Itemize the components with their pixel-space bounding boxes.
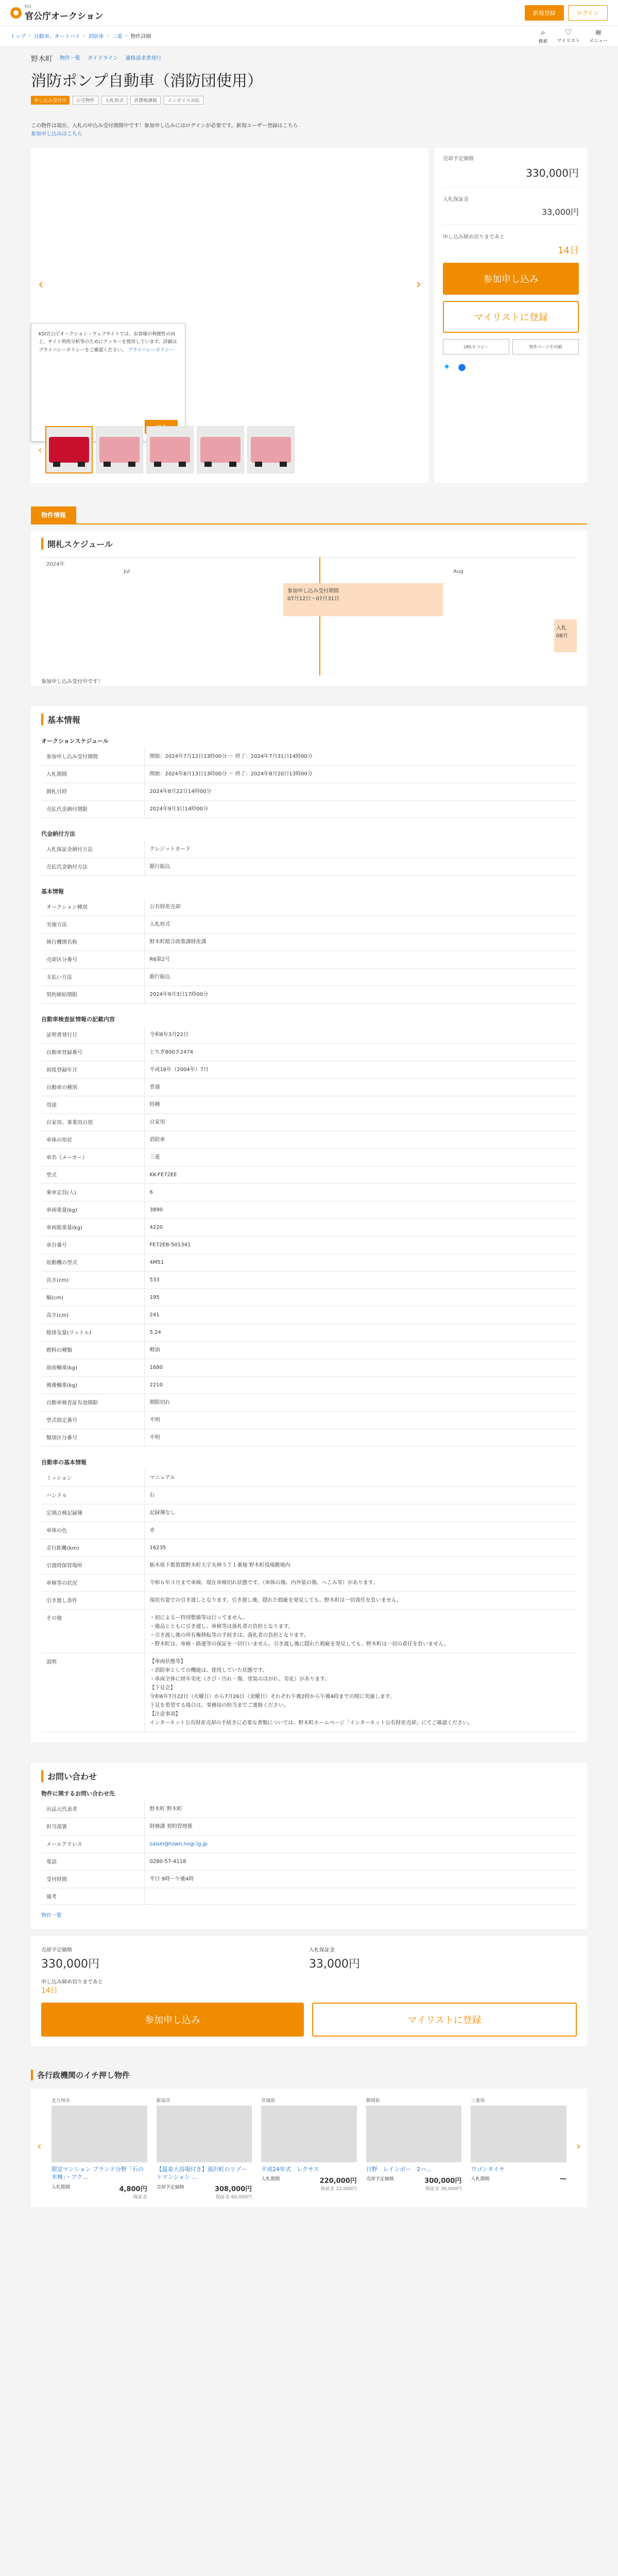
contact-item-list-link[interactable]: 物件一覧: [41, 1913, 62, 1919]
crumb-firetruck[interactable]: 消防車: [88, 34, 104, 40]
row-key: 長さ(cm): [41, 1272, 144, 1289]
table-row: [41, 1429, 577, 1447]
row-value: 6: [144, 1184, 577, 1201]
thumb-prev-icon[interactable]: ‹: [38, 444, 42, 456]
table-row: [41, 801, 577, 818]
bottom-deposit: 33,000円: [309, 1958, 360, 1971]
info-table: [41, 841, 577, 876]
row-key: 執行機関名称: [41, 934, 144, 951]
row-key: 総排気量(リットル): [41, 1324, 144, 1342]
link-guideline[interactable]: ガイドライン: [88, 56, 118, 61]
item-meta: [31, 54, 587, 64]
row-key: 型式: [41, 1166, 144, 1184]
card-org: 新潟市: [156, 2098, 170, 2104]
row-key: 車検等の状況: [41, 1574, 144, 1592]
row-key: 説明: [41, 1653, 144, 1732]
row-key: 参加申し込み受付期間: [41, 748, 144, 766]
card-image: [157, 2106, 252, 2162]
row-key: その他: [41, 1609, 144, 1653]
truck-image: [49, 437, 89, 463]
row-key: 走行距離(km): [41, 1539, 144, 1557]
row-value: 野木町総合政策課財産課: [144, 934, 577, 951]
card-price: 220,000円: [319, 2177, 357, 2185]
bottom-start-label: 売却予定価格: [41, 1947, 72, 1953]
tab-item-info[interactable]: 物件情報: [31, 506, 76, 523]
thumbnail[interactable]: [146, 426, 194, 473]
row-key: 乗車定員(人): [41, 1184, 144, 1201]
recommended-card[interactable]: [157, 2097, 252, 2199]
row-key: 型式指定番号: [41, 1412, 144, 1429]
card-image: [52, 2106, 147, 2162]
row-value: 1680: [144, 1359, 577, 1377]
table-row: [41, 1184, 577, 1201]
row-value: とちぎ800さ2474: [144, 1044, 577, 1061]
table-row: [41, 1324, 577, 1342]
row-key: 類別区分番号: [41, 1429, 144, 1447]
row-key: 幅(cm): [41, 1289, 144, 1307]
schedule-note: 参加申し込み受付中です！: [41, 679, 103, 685]
add-mylist-button[interactable]: マイリストに登録: [443, 301, 579, 333]
recommended-card[interactable]: [52, 2097, 147, 2199]
row-value: 0280-57-4118: [144, 1853, 577, 1871]
truck-image: [251, 437, 291, 463]
table-row: [41, 1853, 577, 1871]
card-org: 北九州市: [52, 2098, 71, 2104]
table-row: [41, 1394, 577, 1412]
table-row: [41, 1522, 577, 1539]
row-value[interactable]: zaisei@town.nogi.lg.jp: [144, 1836, 577, 1853]
facebook-icon[interactable]: ●: [458, 362, 466, 372]
row-value: クレジットカード: [144, 841, 577, 858]
table-row: [41, 1377, 577, 1394]
card-org: 静岡県: [366, 2098, 380, 2104]
card-title[interactable]: ワゴンタイヤ: [471, 2166, 505, 2173]
table-row: [41, 899, 577, 916]
table-row: [41, 969, 577, 986]
table-row: [41, 1219, 577, 1236]
row-value: 533: [144, 1272, 577, 1289]
twitter-icon[interactable]: ✦: [443, 362, 451, 372]
card-price: —: [559, 2175, 566, 2183]
row-key: 自動車登録番号: [41, 1044, 144, 1061]
table-row: [41, 858, 577, 876]
link-invoice[interactable]: 適格請求書発行: [125, 56, 162, 61]
table-row: [41, 1342, 577, 1359]
row-key: 車両重量(kg): [41, 1201, 144, 1219]
row-value: R6第2号: [144, 951, 577, 969]
table-row: [41, 934, 577, 951]
card-price: 4,800円: [119, 2185, 147, 2193]
table-row: [41, 1888, 577, 1905]
row-key: 初度登録年月: [41, 1061, 144, 1079]
brand-sub: KSI: [25, 4, 31, 9]
brand-name: 官公庁オークション: [25, 11, 104, 22]
row-key: オークション種別: [41, 899, 144, 916]
table-row: [41, 1818, 577, 1836]
table-row: [41, 1574, 577, 1592]
card-price-label: 入札期間: [471, 2177, 490, 2182]
recommended-card[interactable]: [366, 2097, 462, 2199]
table-row: [41, 1801, 577, 1818]
site-header: [0, 0, 618, 26]
row-key: 自動車検査証有効期限: [41, 1394, 144, 1412]
row-value: KK-FE72EE: [144, 1166, 577, 1184]
menu-icon: ≡: [595, 27, 602, 37]
row-key: 定期点検記録簿: [41, 1504, 144, 1522]
crumb-top[interactable]: トップ: [10, 34, 26, 40]
basic-info-title: 基本情報: [41, 714, 577, 725]
bottom-remain-days: 14日: [41, 1987, 58, 1995]
table-row: [41, 1539, 577, 1557]
row-key: 用途: [41, 1096, 144, 1114]
card-org: 三重県: [471, 2098, 485, 2104]
section-title: 自動車検査証情報の記載内容: [41, 1016, 115, 1023]
section-title: 基本情報: [41, 888, 64, 895]
logo-mark-icon: [10, 7, 22, 19]
basic-sections: [41, 737, 577, 1732]
table-row: [41, 916, 577, 934]
table-row: [41, 1836, 577, 1853]
row-key: 自動車の種別: [41, 1079, 144, 1096]
apply-period-bar: 参加申し込み受付期間 07月12日～07月31日: [283, 583, 443, 616]
table-row: [41, 1359, 577, 1377]
type-badge: 公売物件: [73, 96, 98, 105]
card-deposit: 保証金 30,000円: [425, 2187, 462, 2192]
row-key: 受付時間: [41, 1871, 144, 1888]
menu-button[interactable]: ≡ メニュー: [589, 27, 608, 44]
table-row: [41, 1504, 577, 1522]
remaining-days: 14日: [558, 245, 579, 256]
mylist-button[interactable]: ♡ マイリスト: [557, 27, 580, 44]
gallery-next-icon[interactable]: ›: [416, 277, 421, 292]
card-price-label: 売却予定価格: [366, 2177, 394, 2182]
row-key: 入札保証金納付方法: [41, 841, 144, 858]
card-title[interactable]: 【温泉大浴場付き】湯沢町のリゾートマンション …: [156, 2166, 247, 2181]
card-image: [471, 2106, 566, 2162]
row-value: 特種: [144, 1096, 577, 1114]
schedule-title: 開札スケジュール: [41, 538, 577, 550]
table-row: [41, 766, 577, 783]
bottom-start-price: 330,000円: [41, 1958, 99, 1971]
row-value: 平日 9時～午後4時: [144, 1871, 577, 1888]
row-key: 開札日時: [41, 783, 144, 801]
row-key: 実施方法: [41, 916, 144, 934]
row-value: 公有財産売却: [144, 899, 577, 916]
breadcrumb: トップ › 自動車、オートバイ › 消防車 › 三菱 › 物件詳細 ⌕ 検索 ♡ マイリスト ≡ メニュー: [0, 26, 618, 46]
privacy-link[interactable]: プライバシーポリシー: [128, 347, 174, 353]
card-image: [366, 2106, 462, 2162]
today-line: [319, 557, 320, 675]
truck-image: [200, 437, 241, 463]
month-jul: Jul: [124, 569, 130, 574]
row-key: 前前軸重(kg): [41, 1359, 144, 1377]
schedule-year: 2024年: [46, 562, 65, 567]
section-title: 自動車の基本情報: [41, 1459, 87, 1466]
row-value: 【車両状態等】 ・消防車としての機能は、使用していた状態です。 ・車両全体に経年劣化（さび・汚れ・傷、塗装のはがれ、劣化）があります。 【下見会】 令和6年7月22日（火曜日）から7月26日（金曜日）それぞれ午後2時から午後4時までの間に実施します。 下見を希望する場合は、事務局の担当までご連絡ください。 【注意事項】 インターネット公有財産売却の手続きに必要な書類については、野木町ホームページ「インターネット公有財産売却」にてご確認ください。: [144, 1653, 577, 1732]
row-value: 右: [144, 1487, 577, 1504]
row-value: 記録簿なし: [144, 1504, 577, 1522]
table-row: [41, 1289, 577, 1307]
row-key: 証明書発行日: [41, 1026, 144, 1044]
row-key: 支払い方法: [41, 969, 144, 986]
table-row: [41, 1044, 577, 1061]
site-logo[interactable]: [10, 4, 104, 22]
row-key: 燃料の種類: [41, 1342, 144, 1359]
card-deposit: 保証金: [133, 2194, 147, 2200]
row-value: 令和6年3月22日: [144, 1026, 577, 1044]
schedule-timeline: [41, 557, 577, 685]
crumb-vehicle[interactable]: 自動車、オートバイ: [33, 34, 80, 40]
row-value: ・初によるー特別整備等は行ってません。 ・備品とともに引き渡し、車検等は落札者の負担となります。 ・引き渡し後の所有権移転等の手続きは、落札者の負担となります。 ・野木町は、車検・路運等の保証を一切行いません。引き渡し後に隠れた瑕疵を発見しても、野木町は一切の責任を負いません。: [144, 1609, 577, 1653]
image-gallery: [31, 148, 428, 483]
tab-bar: [31, 506, 587, 524]
tax-badge: 消費税課税: [130, 96, 161, 105]
row-value: 2024年9月3日14時00分: [144, 801, 577, 818]
bottom-price-bar: [31, 1936, 587, 2046]
contact-table: [41, 1801, 577, 1905]
format-badge: 入札形式: [101, 96, 127, 105]
table-row: [41, 783, 577, 801]
row-value: 5.24: [144, 1324, 577, 1342]
row-value: 赤: [144, 1522, 577, 1539]
search-icon: ⌕: [540, 27, 545, 37]
page-title: 消防ポンプ自動車（消防団使用）: [31, 72, 263, 90]
contact-card: [31, 1763, 587, 1929]
card-title[interactable]: 限定マンション ブランド分野「石の木棟」・アク…: [52, 2166, 144, 2181]
row-key: 備考: [41, 1888, 144, 1905]
section-title: オークションスケジュール: [41, 738, 109, 744]
link-item-list[interactable]: 物件一覧: [60, 56, 80, 61]
badge-list: [31, 96, 587, 105]
row-value: 195: [144, 1289, 577, 1307]
card-image: [261, 2106, 357, 2162]
card-price-label: 入札期間: [52, 2184, 71, 2190]
search-button[interactable]: ⌕ 検索: [538, 27, 548, 44]
crumb-current: 物件詳細: [130, 34, 151, 40]
deposit-label: 入札保証金: [443, 197, 469, 202]
bottom-remain-label: 申し込み締め切りまであと: [41, 1979, 103, 1985]
start-price: 330,000円: [443, 165, 579, 188]
table-row: [41, 951, 577, 969]
carousel-next-icon[interactable]: ›: [576, 2140, 581, 2153]
row-value: 平成16年（2004年）7月: [144, 1061, 577, 1079]
row-value: 2210: [144, 1377, 577, 1394]
bottom-deposit-label: 入札保証金: [309, 1947, 335, 1953]
copy-url-button[interactable]: URLをコピー: [443, 339, 509, 354]
row-key: 後後軸重(kg): [41, 1377, 144, 1394]
row-value: 野木町 野木町: [144, 1801, 577, 1818]
row-key: 引き渡し条件: [41, 1592, 144, 1609]
row-value: 4220: [144, 1219, 577, 1236]
row-key: ハンドル: [41, 1487, 144, 1504]
thumbnail-strip: [38, 426, 295, 473]
row-key: 車名（メーカー）: [41, 1149, 144, 1166]
basic-info-card: [31, 706, 587, 1742]
table-row: [41, 1079, 577, 1096]
row-key: 高さ(cm): [41, 1307, 144, 1324]
bid-panel: [435, 148, 587, 483]
recommended-carousel: [31, 2089, 587, 2207]
table-row: [41, 1096, 577, 1114]
row-value: 入札形式: [144, 916, 577, 934]
row-value: [144, 1888, 577, 1905]
login-button[interactable]: ログイン: [568, 5, 608, 21]
thumbnail[interactable]: [197, 426, 244, 473]
row-value: 軽油: [144, 1342, 577, 1359]
table-row: [41, 1131, 577, 1149]
table-row: [41, 1272, 577, 1289]
row-key: 車体の色: [41, 1522, 144, 1539]
row-key: 原動機の型式: [41, 1254, 144, 1272]
row-value: 開始：2024年7月12日13時00分 ～ 終了：2024年7月31日14時00分: [144, 748, 577, 766]
row-value: 三菱: [144, 1149, 577, 1166]
thumbnail[interactable]: [45, 426, 93, 473]
card-deposit: 保証金 22,000円: [320, 2187, 357, 2192]
card-title[interactable]: 日野 レインボー 2ハ…: [366, 2166, 432, 2173]
contact-title: お問い合わせ: [41, 1770, 577, 1782]
crumb-maker[interactable]: 三菱: [112, 34, 123, 40]
recommended-card[interactable]: [471, 2097, 566, 2199]
row-value: FE72EB-501341: [144, 1236, 577, 1254]
remaining-label: 申し込み締め切りまであと: [443, 234, 505, 240]
notice-text: この物件は現在、入札の申込み受付期間中です！参加申し込みにはログインが必要です。新規ユーザー登録はこちら 参加申し込みはこちら: [31, 123, 298, 137]
bottom-apply-button[interactable]: 参加申し込み: [41, 2003, 304, 2037]
carousel-prev-icon[interactable]: ‹: [37, 2140, 42, 2153]
deposit-value: 33,000円: [443, 206, 579, 225]
status-badge: 申し込み受付中: [31, 96, 70, 105]
card-price: 308,000円: [214, 2185, 252, 2193]
row-key: 契約締結期限: [41, 986, 144, 1004]
card-title[interactable]: 平成24年式 レクサス: [261, 2166, 319, 2173]
thumbnail[interactable]: [247, 426, 295, 473]
recommended-section: [31, 2070, 587, 2207]
card-price-label: 入札期間: [261, 2177, 280, 2182]
row-key: 担当部署: [41, 1818, 144, 1836]
row-key: 車体の形状: [41, 1131, 144, 1149]
row-value: 2024年9月3日17時00分: [144, 986, 577, 1004]
table-row: [41, 1592, 577, 1609]
info-table: [41, 748, 577, 818]
cookie-banner: KSI官公庁オークション・ウェブサイトでは、お客様の利便性の向上、サイト利用分析等のためにクッキーを使用しています。詳細はプライバシーポリシーをご確認ください。 プライバシーポリシー: [31, 323, 185, 442]
table-row: [41, 1061, 577, 1079]
row-value: 自家用: [144, 1114, 577, 1131]
heart-icon: ♡: [564, 27, 572, 37]
table-row: [41, 1487, 577, 1504]
table-row: [41, 1412, 577, 1429]
row-key: メールアドレス: [41, 1836, 144, 1853]
row-value: 不明: [144, 1429, 577, 1447]
row-value: 3890: [144, 1201, 577, 1219]
print-button[interactable]: 物件ページを印刷: [512, 339, 579, 354]
row-value: 241: [144, 1307, 577, 1324]
card-price: 300,000円: [424, 2177, 462, 2185]
row-value: 4M51: [144, 1254, 577, 1272]
row-value: 銀行振込: [144, 858, 577, 876]
row-value: 普通: [144, 1079, 577, 1096]
table-row: [41, 748, 577, 766]
row-value: 栃木県下都賀郡野木町大字丸林５７１番地 野木町役場敷地内: [144, 1557, 577, 1574]
apply-button[interactable]: 参加申し込み: [443, 263, 579, 295]
section-title: 代金納付方法: [41, 831, 75, 837]
row-value: 令和６年３月まで車検、現在車検切れ状態です。（車体の傷、内外装の傷、へこみ等）があります。: [144, 1574, 577, 1592]
apply-link[interactable]: 参加申し込みはこちら: [31, 131, 82, 137]
truck-image: [99, 437, 140, 463]
municipality[interactable]: 野木町: [31, 55, 53, 63]
row-key: 車両総重量(kg): [41, 1219, 144, 1236]
row-key: 出品元代表者: [41, 1801, 144, 1818]
bottom-mylist-button[interactable]: マイリストに登録: [312, 2003, 577, 2037]
recommended-title: 各行政機関のイチ押し物件: [31, 2070, 587, 2080]
invoice-badge: インボイス対応: [164, 96, 203, 105]
table-row: [41, 1871, 577, 1888]
row-value: 銀行振込: [144, 969, 577, 986]
info-table: [41, 1469, 577, 1732]
row-key: 売払代金納付期限: [41, 801, 144, 818]
row-value: 消防車: [144, 1131, 577, 1149]
table-row: [41, 1307, 577, 1324]
table-row: [41, 841, 577, 858]
start-price-label: 売却予定価格: [443, 156, 474, 162]
row-value: 16235: [144, 1539, 577, 1557]
card-org: 宮城県: [261, 2098, 276, 2104]
row-value: 2024年8月22日14時00分: [144, 783, 577, 801]
info-table: [41, 899, 577, 1004]
row-key: 売払代金納付方法: [41, 858, 144, 876]
table-row: [41, 1557, 577, 1574]
table-row: [41, 1149, 577, 1166]
row-value: 財務課 契約管理係: [144, 1818, 577, 1836]
table-row: [41, 1236, 577, 1254]
row-key: 売却区分番号: [41, 951, 144, 969]
row-value: マニュアル: [144, 1469, 577, 1487]
thumbnail[interactable]: [96, 426, 143, 473]
row-value: 現状有姿での引き渡しとなります。引き渡し後、隠れた瑕疵を発見しても、野木町は一切責任を負いません。: [144, 1592, 577, 1609]
row-key: 車台番号: [41, 1236, 144, 1254]
row-value: 不明: [144, 1412, 577, 1429]
truck-image: [150, 437, 190, 463]
row-key: 入札期間: [41, 766, 144, 783]
gallery-prev-icon[interactable]: ‹: [38, 277, 44, 292]
row-value: 開始：2024年8月13日13時00分 ～ 終了：2024年8月20日13時00分: [144, 766, 577, 783]
bid-period-bar: 入札 08月: [554, 619, 577, 652]
table-row: [41, 1653, 577, 1732]
row-value: 期限切れ: [144, 1394, 577, 1412]
row-key: 自家用、事業用の別: [41, 1114, 144, 1131]
table-row: [41, 1254, 577, 1272]
table-row: [41, 986, 577, 1004]
table-row: [41, 1026, 577, 1044]
table-row: [41, 1609, 577, 1653]
card-price-label: 売却予定価格: [156, 2184, 184, 2190]
month-aug: Aug: [453, 569, 464, 574]
card-deposit: 保証金 60,000円: [215, 2194, 252, 2200]
schedule-card: [31, 531, 587, 686]
row-key: ミッション: [41, 1469, 144, 1487]
register-button[interactable]: 新規登録: [525, 5, 564, 21]
recommended-card[interactable]: [261, 2097, 357, 2199]
table-row: [41, 1201, 577, 1219]
row-key: 引渡時保管場所: [41, 1557, 144, 1574]
table-row: [41, 1114, 577, 1131]
table-row: [41, 1166, 577, 1184]
row-key: 電話: [41, 1853, 144, 1871]
info-table: [41, 1026, 577, 1447]
contact-subtitle: 物件に関するお問い合わせ先: [41, 1790, 115, 1797]
table-row: [41, 1469, 577, 1487]
